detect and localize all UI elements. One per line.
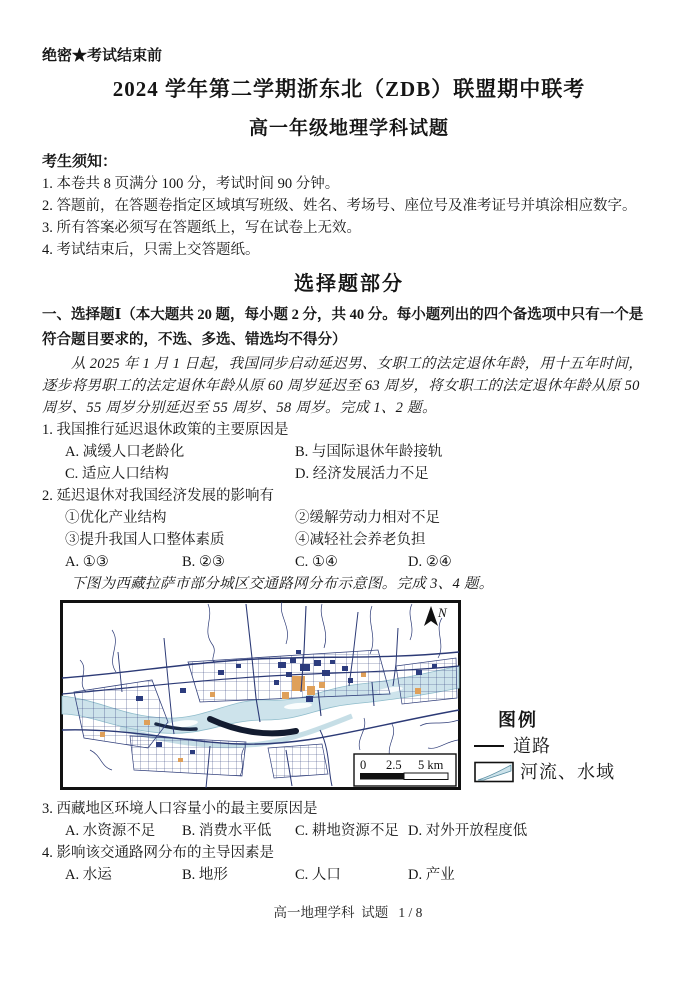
legend-road-row <box>474 734 615 758</box>
map-legend <box>474 708 615 784</box>
question-4-text: 影响该交通路网分布的主导因素是 <box>56 845 274 861</box>
question-3-stem <box>42 798 656 820</box>
option: D. 产业 <box>408 867 455 883</box>
question-3-text: 西藏地区环境人口容量小的最主要原因是 <box>56 801 318 817</box>
question-2-items-row-2 <box>42 529 656 551</box>
question-1-options-row-1 <box>42 441 656 463</box>
section-instruction: 一、选择题Ⅰ（本大题共 20 题，每小题 2 分，共 40 分。每小题列出的四个备选项中只有一个是符合题目要求的，不选、多选、错选均不得分） <box>42 307 644 348</box>
legend-title: 图例 <box>498 710 538 730</box>
legend-road-label: 道路 <box>513 736 551 756</box>
page-footer: 高一地理学科 试题 1 / 8 <box>273 905 423 920</box>
question-2-stem <box>42 485 656 507</box>
notice-item-1: 1. 本卷共 8 页满分 100 分，考试时间 90 分钟。 <box>42 176 340 192</box>
water-area-icon <box>474 761 514 783</box>
option: D. 经济发展活力不足 <box>295 466 429 482</box>
scale-mid-label: 2.5 <box>386 758 402 772</box>
statement-item: ③提升我国人口整体素质 <box>65 532 225 548</box>
option: B. 地形 <box>182 867 228 883</box>
notice-heading: 考生须知： <box>42 154 118 170</box>
scale-end-label: 5 km <box>418 758 444 772</box>
option: A. 水资源不足 <box>65 823 156 839</box>
legend-water-row <box>474 760 615 784</box>
question-1-number: 1. <box>42 422 57 438</box>
secrecy-banner: 绝密★考试结束前 <box>42 48 163 64</box>
question-1-stem <box>42 419 656 441</box>
question-2-text: 延迟退休对我国经济发展的影响有 <box>56 488 274 504</box>
page-subtitle: 高一年级地理学科试题 <box>248 118 449 139</box>
question-2-items-row-1 <box>42 507 656 529</box>
question-2-number: 2. <box>42 488 57 504</box>
question-4-options-row <box>42 864 656 886</box>
scale-bar <box>354 754 456 786</box>
notice-item-4: 4. 考试结束后，只需上交答题纸。 <box>42 242 260 258</box>
passage-retirement: 从 2025 年 1 月 1 日起，我国同步启动延迟男、女职工的法定退休年龄，用十五年时间，逐步将男职工的法定退休年龄从原 60 周岁延迟至 63 周岁，将女职工的法定退休年龄从原 50 周岁、55 周岁分别延迟至 55 周岁、58 周岁。完成 1、2 题。 <box>42 356 644 416</box>
passage-lhasa-map: 下图为西藏拉萨市部分城区交通路网分布示意图。完成 3、4 题。 <box>71 576 494 592</box>
statement-item: ④减轻社会养老负担 <box>295 532 426 548</box>
question-1-text: 我国推行延迟退休政策的主要原因是 <box>56 422 289 438</box>
option: C. ①④ <box>295 554 338 570</box>
question-3-options-row <box>42 820 656 842</box>
option: B. 与国际退休年龄接轨 <box>295 444 443 460</box>
question-4-number: 4. <box>42 845 57 861</box>
option: A. ①③ <box>65 554 109 570</box>
scale-start-label: 0 <box>360 758 367 772</box>
north-label: N <box>438 605 447 620</box>
option: C. 耕地资源不足 <box>295 823 399 839</box>
notice-item-2: 2. 答题前，在答题卷指定区域填写班级、姓名、考场号、座位号及准考证号并填涂相应数字。 <box>42 198 637 214</box>
statement-item: ②缓解劳动力相对不足 <box>295 510 440 526</box>
option: A. 水运 <box>65 867 112 883</box>
option: D. 对外开放程度低 <box>408 823 528 839</box>
option: D. ②④ <box>408 554 452 570</box>
figure-row <box>42 598 656 794</box>
question-2-options-row <box>42 551 656 573</box>
question-1-options-row-2 <box>42 463 656 485</box>
lhasa-road-network-map <box>60 600 461 790</box>
option: B. 消费水平低 <box>182 823 272 839</box>
legend-water-label: 河流、水域 <box>520 762 615 782</box>
page-title: 2024 学年第二学期浙东北（ZDB）联盟期中联考 <box>112 77 586 101</box>
statement-item: ①优化产业结构 <box>65 510 167 526</box>
road-line-icon <box>474 745 504 747</box>
option: C. 适应人口结构 <box>65 466 169 482</box>
option: C. 人口 <box>295 867 341 883</box>
option: B. ②③ <box>182 554 225 570</box>
notice-item-3: 3. 所有答案必须写在答题纸上，写在试卷上无效。 <box>42 220 361 236</box>
question-4-stem <box>42 842 656 864</box>
option: A. 减缓人口老龄化 <box>65 444 185 460</box>
section-title: 选择题部分 <box>294 273 404 295</box>
question-3-number: 3. <box>42 801 57 817</box>
